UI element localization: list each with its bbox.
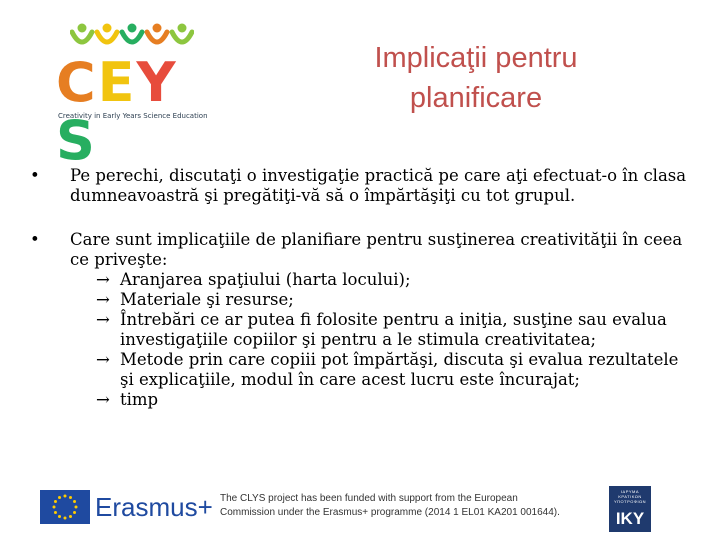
arrow-icon: →: [96, 350, 110, 369]
child-body: [147, 32, 167, 42]
children-figures-icon: [70, 22, 194, 52]
child-head: [78, 24, 87, 33]
bullet-marker: •: [30, 166, 40, 185]
child-head: [178, 24, 187, 33]
eu-flag-icon: [40, 490, 90, 524]
eu-star: [64, 517, 67, 520]
bullet-item: [30, 166, 690, 206]
funding-line: Commission under the Erasmus+ programme (2014 1 EL01 KA201 001644).: [220, 507, 560, 518]
sub-item: [96, 310, 690, 350]
slide-body: [30, 166, 690, 410]
bullet-text: Pe perechi, discutaţi o investigaţie practică pe care aţi efectuat-o în clasa dumneavoastră şi pregătiţi-vă să o împărtăşiţi cu tot grupul.: [70, 166, 687, 205]
bullet-marker: •: [30, 230, 40, 249]
funding-footer: [0, 478, 720, 540]
arrow-icon: →: [96, 390, 110, 409]
child-body: [172, 32, 192, 42]
iky-label: IKY: [615, 509, 645, 528]
slide-title: [306, 38, 646, 118]
eu-star: [54, 500, 57, 503]
child-head: [128, 24, 137, 33]
eu-star: [69, 515, 72, 518]
title-line-2: planificare: [409, 82, 543, 114]
child-head: [103, 24, 112, 33]
eu-star: [54, 511, 57, 514]
child-body: [97, 32, 117, 42]
child-body: [122, 32, 142, 42]
logo-letter: Y: [136, 51, 178, 114]
eu-star: [75, 506, 78, 509]
title-line-1: Implicaţii pentru: [374, 42, 578, 74]
logo-letter: S: [56, 109, 97, 172]
sub-item: [96, 350, 690, 390]
sub-item: [96, 290, 690, 310]
sub-item-text: Întrebări ce ar putea fi folosite pentru a iniţia, susţine sau evalua investigaţiile copiilor şi pentru a le stimula creativitatea;: [120, 310, 667, 349]
bullet-text: Care sunt implicaţiile de planifiare pentru susţinerea creativităţii în ceea ce priveşte:: [70, 230, 683, 269]
sub-item-text: Materiale şi resurse;: [120, 290, 294, 309]
logo-tagline: Creativity in Early Years Science Education: [58, 112, 208, 120]
eu-star: [69, 496, 72, 499]
eu-star: [73, 500, 76, 503]
ceys-logo: [56, 22, 208, 172]
eu-star: [58, 515, 61, 518]
funding-notice: [220, 492, 580, 520]
sub-item: [96, 270, 690, 290]
sub-item-text: Metode prin care copiii pot împărtăşi, discuta şi evalua rezultatele şi explicaţiile, modul în care acest lucru este încurajat;: [120, 350, 679, 389]
eu-star: [73, 511, 76, 514]
bullet-item: [30, 230, 690, 410]
child-head: [153, 24, 162, 33]
sub-item-text: timp: [120, 390, 159, 409]
iky-caption-line: ΚΡΑΤΙΚΩΝ: [618, 494, 642, 499]
child-body: [72, 32, 92, 42]
erasmus-label: Erasmus+: [95, 492, 213, 522]
eu-star: [53, 506, 56, 509]
logo-letter: C: [56, 51, 98, 114]
iky-logo: [609, 486, 651, 532]
iky-caption-line: ΙΔΡΥΜΑ: [620, 489, 640, 494]
logo-letter: E: [97, 51, 137, 114]
arrow-icon: →: [96, 290, 110, 309]
iky-caption: [609, 486, 651, 504]
funding-line: The CLYS project has been funded with support from the European: [220, 493, 518, 504]
eu-star: [64, 495, 67, 498]
arrow-icon: →: [96, 270, 110, 289]
sub-item-text: Aranjarea spaţiului (harta locului);: [120, 270, 411, 289]
eu-star: [58, 496, 61, 499]
sub-item: [96, 390, 690, 410]
arrow-icon: →: [96, 310, 110, 329]
iky-caption-line: ΥΠΟΤΡΟΦΙΩΝ: [613, 499, 647, 504]
